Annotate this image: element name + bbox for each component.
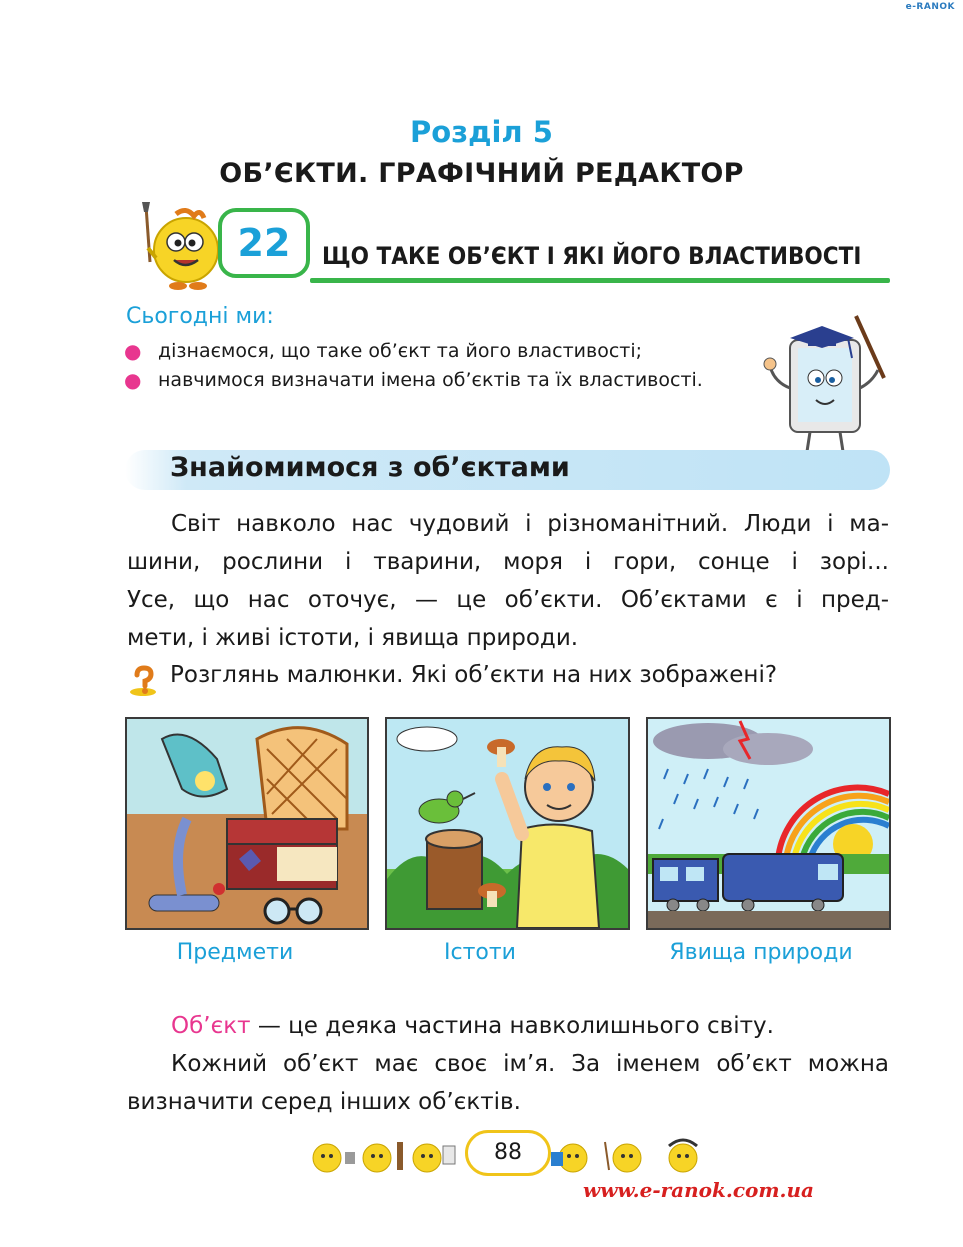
paragraph-line: шини, рослини і тварини, моря і гори, сонце і зорі... [127,549,889,575]
artist-mascot-icon [128,200,228,292]
caption-objects: Предмети [176,940,294,965]
paragraph-line: мети, і живі істоти, і явища природи. [127,625,579,651]
lesson-title: ЩО ТАКЕ ОБ’ЄКТ І ЯКІ ЙОГО ВЛАСТИВОСТІ [322,242,862,270]
paragraph-line: Світ навколо нас чудовий і різноманітний. Люди і ма- [171,511,889,537]
website-link[interactable]: www.e-ranok.com.ua [583,1178,814,1202]
section-number: Розділ 5 [410,115,553,149]
creatures-illustration [385,717,630,930]
definition-term: Об’єкт [171,1013,251,1039]
teacher-tablet-mascot-icon [760,308,890,473]
section-title: ОБ’ЄКТИ. ГРАФІЧНИЙ РЕДАКТОР [219,158,744,189]
goal-text: навчимося визначати імена об’єктів та їх властивості. [158,369,703,391]
object-name-paragraph: Кожний об’єкт має своє ім’я. За іменем об’єкт можна визначити серед інших об’єктів. [127,1051,889,1115]
publisher-logo: e-RANOK [905,2,955,12]
intro-paragraph [127,505,889,657]
subsection-title: Знайомимося з об’єктами [170,452,570,483]
goal-text: дізнаємося, що таке об’єкт та його властивості; [158,340,643,362]
definition [127,1007,889,1045]
objects-illustration [125,717,369,930]
paragraph-line: Усе, що нас оточує, — це об’єкти. Об’єктами є і пред- [127,587,889,613]
lesson-underline [310,278,890,283]
question-mark-icon [127,665,159,697]
question-text: Розглянь малюнки. Які об’єкти на них зображені? [170,662,778,688]
goals-list [124,337,724,395]
goals-heading: Сьогодні ми: [126,304,274,329]
definition-text: — це деяка частина навколишнього світу. [250,1013,774,1039]
bullet-icon: ● [124,339,142,363]
bullet-icon: ● [124,368,142,392]
page-number: 88 [465,1130,551,1176]
nature-illustration [646,717,891,930]
list-item [124,337,724,366]
caption-nature: Явища природи [669,940,853,965]
list-item [124,366,724,395]
caption-creatures: Істоти [444,940,516,965]
lesson-number: 22 [218,208,310,278]
